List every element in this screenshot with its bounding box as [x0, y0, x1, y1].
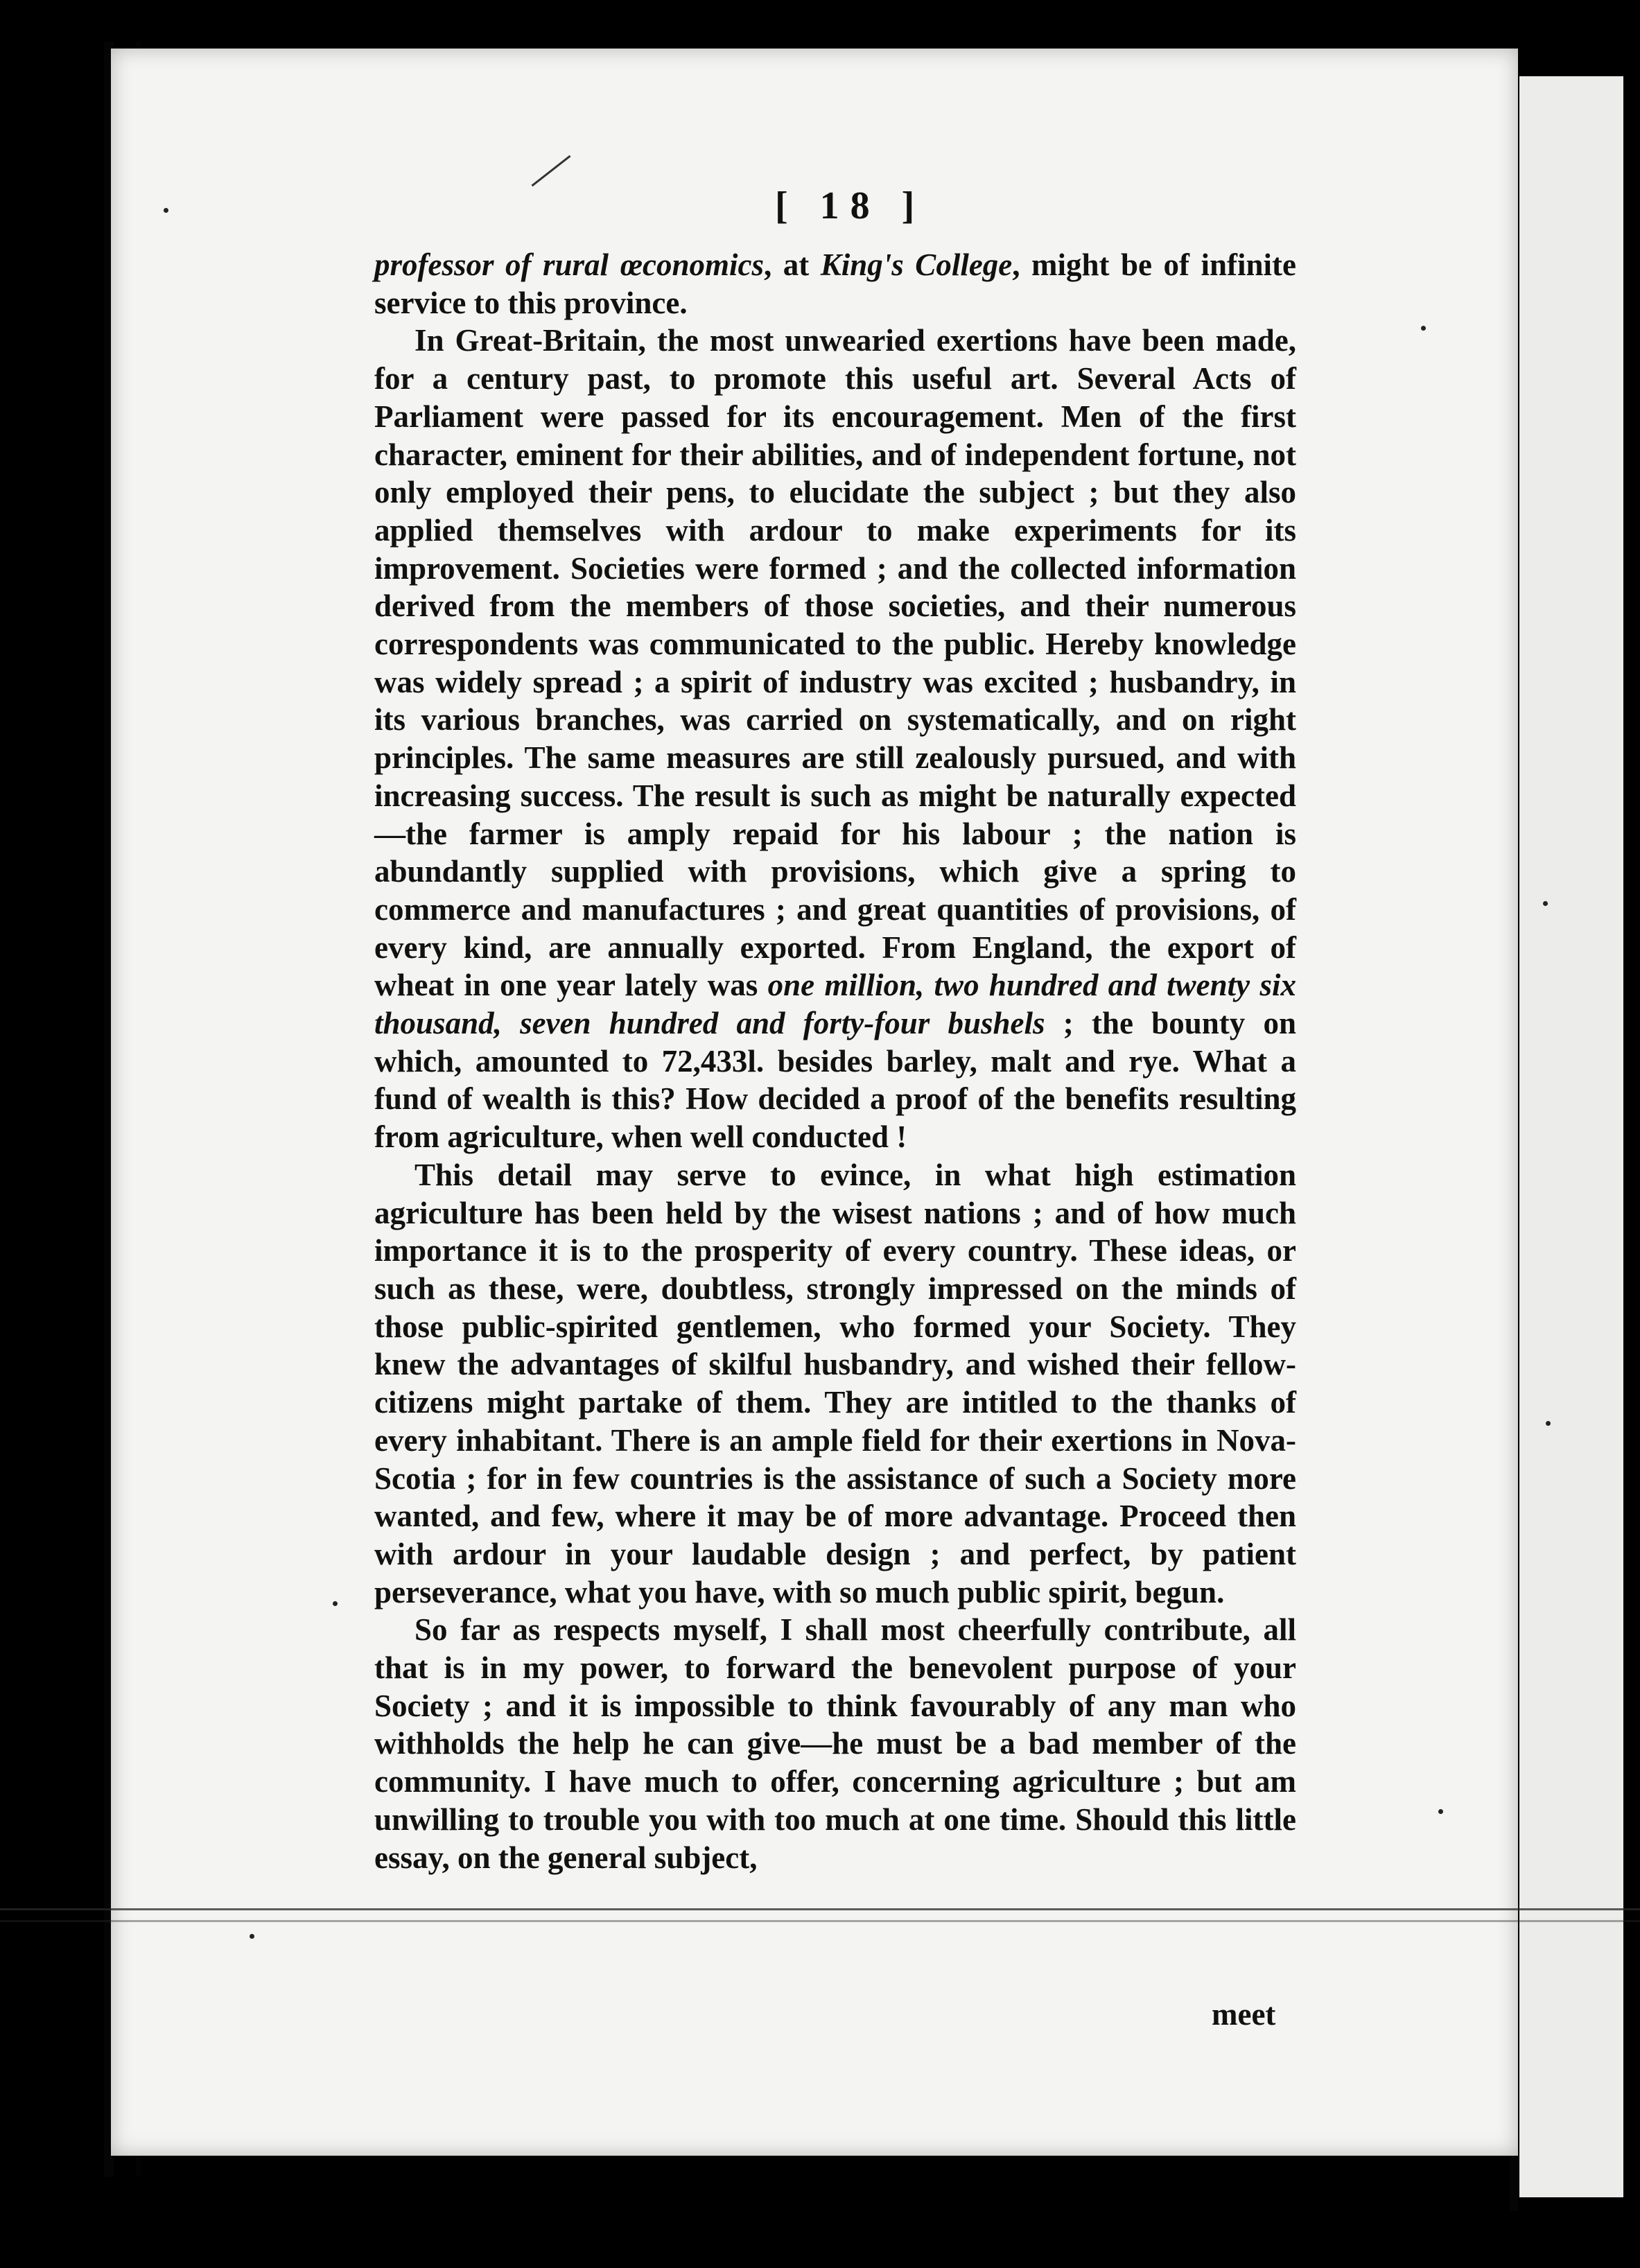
scan-rule-line-lower [0, 1920, 1640, 1922]
text-run: ; the bounty on which, amounted to 72,433l. besides barley, malt and rye. What a fund of wealth is this? How decided a proof of the benefits resulting from agriculture, when well conducted ! [374, 1006, 1296, 1155]
text-run: This detail may serve to evince, in what high estimation agriculture has been held by the wisest nations ; and of how much importance it is to the prosperity of every country. These ideas, or such as these, were, doubtless, strongly impressed on the minds of those public-spirited gentlemen, who formed your Society. They knew the advantages of skilful husbandry, and wished their fellow-citizens might partake of them. They are intitled to the thanks of every inhabitant. There is an ample field for their exertions in Nova-Scotia ; for in few countries is the assistance of such a Society more wanted, and few, where it may be of more advantage. Proceed then with ardour in your laudable design ; and perfect, by patient perseverance, what you have, with so much public spirit, begun. [374, 1157, 1296, 1610]
text-run: So far as respects myself, I shall most cheerfully contribute, all that is in my power, to forward the benevolent purpose of your Society ; and it is impossible to think favourably of any man who withholds the help he can give—he must be a bad member of the community. I have much to offer, concerning agriculture ; but am unwilling to trouble you with too much at one time. Should this little essay, on the general subject, [374, 1612, 1296, 1875]
italic-text-run: King's College [820, 247, 1013, 282]
italic-text-run: one million, two hundred and twenty six thousand, seven hundred and forty-four bushels [374, 968, 1297, 1041]
italic-text-run: professor of rural œconomics [374, 247, 765, 282]
scratch-mark [531, 155, 570, 186]
ink-speck [1438, 1809, 1443, 1814]
paragraph [374, 1611, 1296, 1876]
text-run: In Great-Britain, the most unwearied exertions have been made, for a century past, to promote this useful art. Several Acts of Parliament were passed for its encouragement. Men of the first character, eminent for their abilities, and of independent fortune, not only employed their pens, to elucidate the subject ; but they also applied themselves with ardour to make experiments for its improvement. Societies were formed ; and the collected information derived from the members of those societies, and their numerous correspondents was communicated to the public. Hereby knowledge was widely spread ; a spirit of industry was excited ; husbandry, in its various branches, was carried on systematically, and on right principles. The same measures are still zealously pursued, and with increasing success. The result is such as might be naturally expected—the farmer is amply repaid for his labour ; the nation is abundantly supplied with provisions, which give a spring to commerce and manufactures ; and great quantities of provisions, of every kind, are annually exported. From England, the export of wheat in one year lately was [374, 323, 1296, 1003]
facing-page-edge [1519, 76, 1623, 2197]
page-number: [ 18 ] [775, 184, 926, 227]
catchword: meet [1212, 1997, 1276, 2032]
scan-rule-line [0, 1908, 1640, 1910]
paragraph [374, 246, 1296, 322]
text-run: , at [764, 247, 821, 282]
ink-speck [1543, 901, 1548, 906]
paragraph [374, 322, 1296, 1155]
ink-speck [164, 208, 168, 213]
text-run: , might be of infinite service to this province. [374, 247, 1296, 320]
ink-speck [1546, 1421, 1551, 1426]
paragraph [374, 1156, 1296, 1611]
body-text [374, 246, 1296, 1876]
ink-speck [333, 1601, 338, 1606]
ink-speck [1421, 326, 1426, 331]
ink-speck [250, 1934, 254, 1939]
